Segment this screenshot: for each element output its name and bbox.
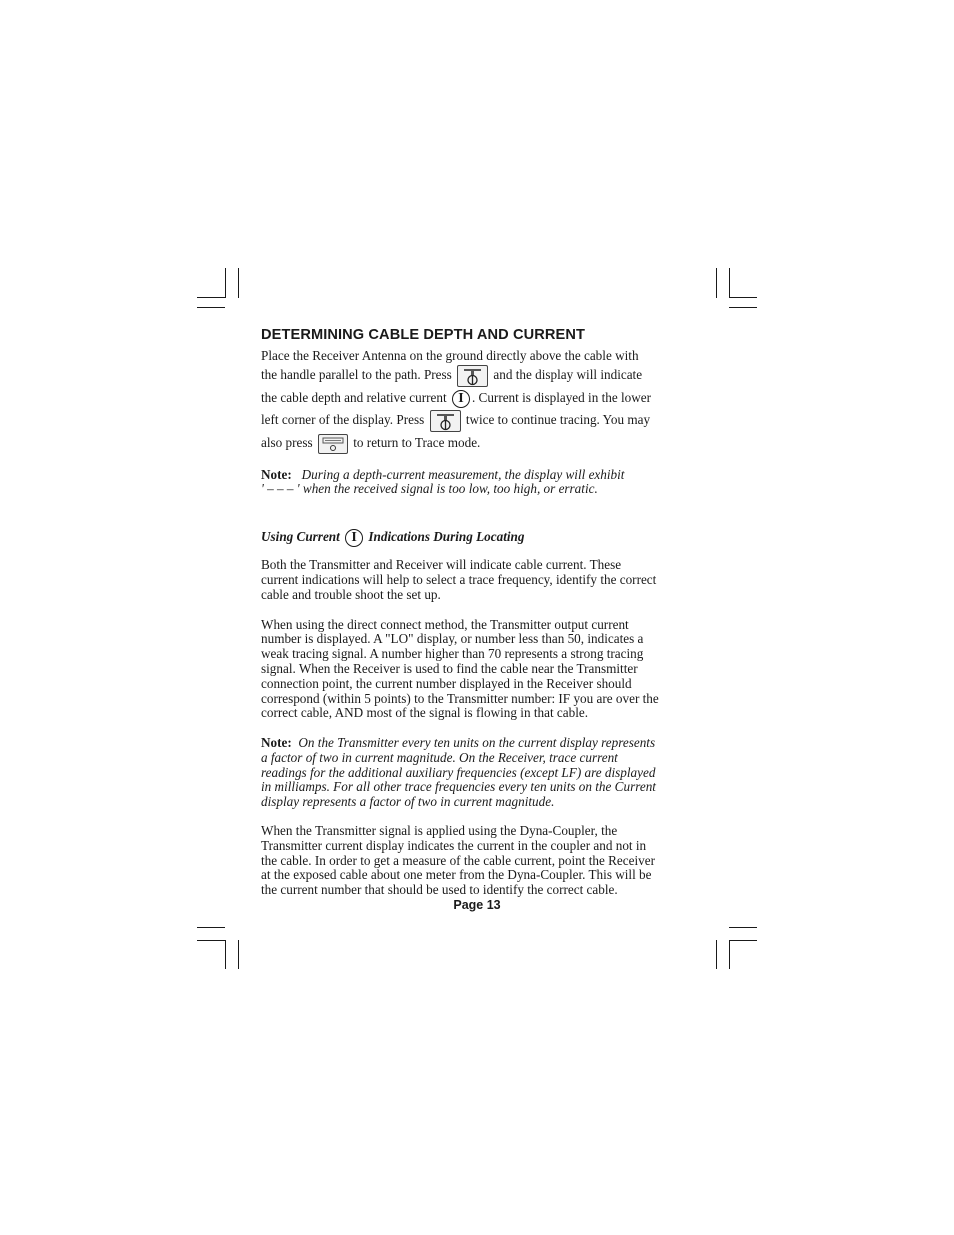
text-fragment: left corner of the display. Press [261,411,425,427]
spacer [261,497,695,526]
paragraph-direct-connect [261,618,695,722]
crop-mark [238,940,239,969]
text-fragment: Indications During Locating [368,529,525,545]
text-line: During a depth-current measurement, the display will exhibit [301,466,625,482]
trace-button-icon [318,434,348,454]
crop-mark [197,927,225,928]
depth-button-icon [430,410,461,432]
spacer [261,721,695,736]
text-line: at the exposed cable about one meter from the Dyna-Coupler. This will be [261,867,652,883]
text-line: On the Transmitter every ten units on the current display represents [298,735,656,751]
page-number: Page 13 [453,898,501,912]
text-fragment: the cable depth and relative current [261,389,447,405]
text-line: the cable. In order to get a measure of the cable current, point the Receiver [261,852,655,868]
paragraph-depth [261,349,695,454]
crop-mark [729,927,757,928]
crop-mark [729,940,757,941]
text-line: Place the Receiver Antenna on the ground directly above the cable with [261,347,639,363]
note-label: Note: [261,735,292,751]
crop-mark [729,940,730,969]
text-fragment: . Current is displayed in the lower [471,389,652,405]
text-line: in milliamps. For all other trace frequencies every ten units on the Current [261,779,656,795]
text-line [261,409,695,432]
crop-mark [729,307,757,308]
text-line: weak tracing signal. A number higher than 70 represents a strong tracing [261,646,644,662]
text-line: display represents a factor of two in current magnitude. [261,794,555,810]
text-line: cable and trouble shoot the set up. [261,586,441,602]
text-line [261,432,695,454]
text-line: When using the direct connect method, the Transmitter output current [261,616,629,632]
crop-mark [197,940,225,941]
section-heading: DETERMINING CABLE DEPTH AND CURRENT [261,327,586,343]
text-fragment: and the display will indicate [493,366,643,382]
subheading [261,526,695,548]
note-label: Note: [261,466,292,482]
text-line [261,387,695,409]
crop-mark [238,268,239,298]
crop-mark [225,268,226,298]
spacer [261,603,695,618]
text-line: signal. When the Receiver is used to find the cable near the Transmitter [261,660,638,676]
text-line: correspond (within 5 points) to the Transmitter number: IF you are over the [261,690,659,706]
crop-mark [197,297,225,298]
text-line: the current number that should be used to identify the correct cable. [261,882,618,898]
page-content [261,328,695,898]
text-fragment: twice to continue tracing. You may [465,411,651,427]
text-line: Transmitter current display indicates the current in the coupler and not in [261,837,647,853]
text-line: number is displayed. A "LO" display, or number less than 50, indicates a [261,631,644,647]
crop-mark [729,297,757,298]
current-icon: I [345,529,363,547]
note-current-magnitude [261,736,695,810]
text-line: Both the Transmitter and Receiver will indicate cable current. These [261,557,622,573]
text-line: a factor of two in current magnitude. On the Receiver, trace current [261,749,618,765]
paragraph-dyna-coupler [261,824,695,898]
text-line: connection point, the current number displayed in the Receiver should [261,675,632,691]
text-line: ' – – – ' when the received signal is too low, too high, or erratic. [261,481,598,497]
text-line [261,364,695,387]
current-icon: I [452,390,470,408]
note-depth [261,468,695,498]
text-line: readings for the additional auxiliary frequencies (except LF) are displayed [261,764,656,780]
crop-mark [729,268,730,298]
crop-mark [225,940,226,969]
text-fragment: also press [261,434,313,450]
crop-mark [716,940,717,969]
crop-mark [716,268,717,298]
text-fragment: to return to Trace mode. [353,434,481,450]
spacer [261,810,695,824]
paragraph-current-indications [261,558,695,602]
text-fragment: Using Current [261,529,340,545]
crop-mark [197,307,225,308]
depth-button-icon [457,365,488,387]
spacer [261,454,695,468]
text-line: current indications will help to select a trace frequency, identify the correct [261,571,657,587]
text-fragment: the handle parallel to the path. Press [261,366,452,382]
text-line: When the Transmitter signal is applied using the Dyna-Coupler, the [261,823,618,839]
text-line: correct cable, AND most of the signal is flowing in that cable. [261,705,589,721]
